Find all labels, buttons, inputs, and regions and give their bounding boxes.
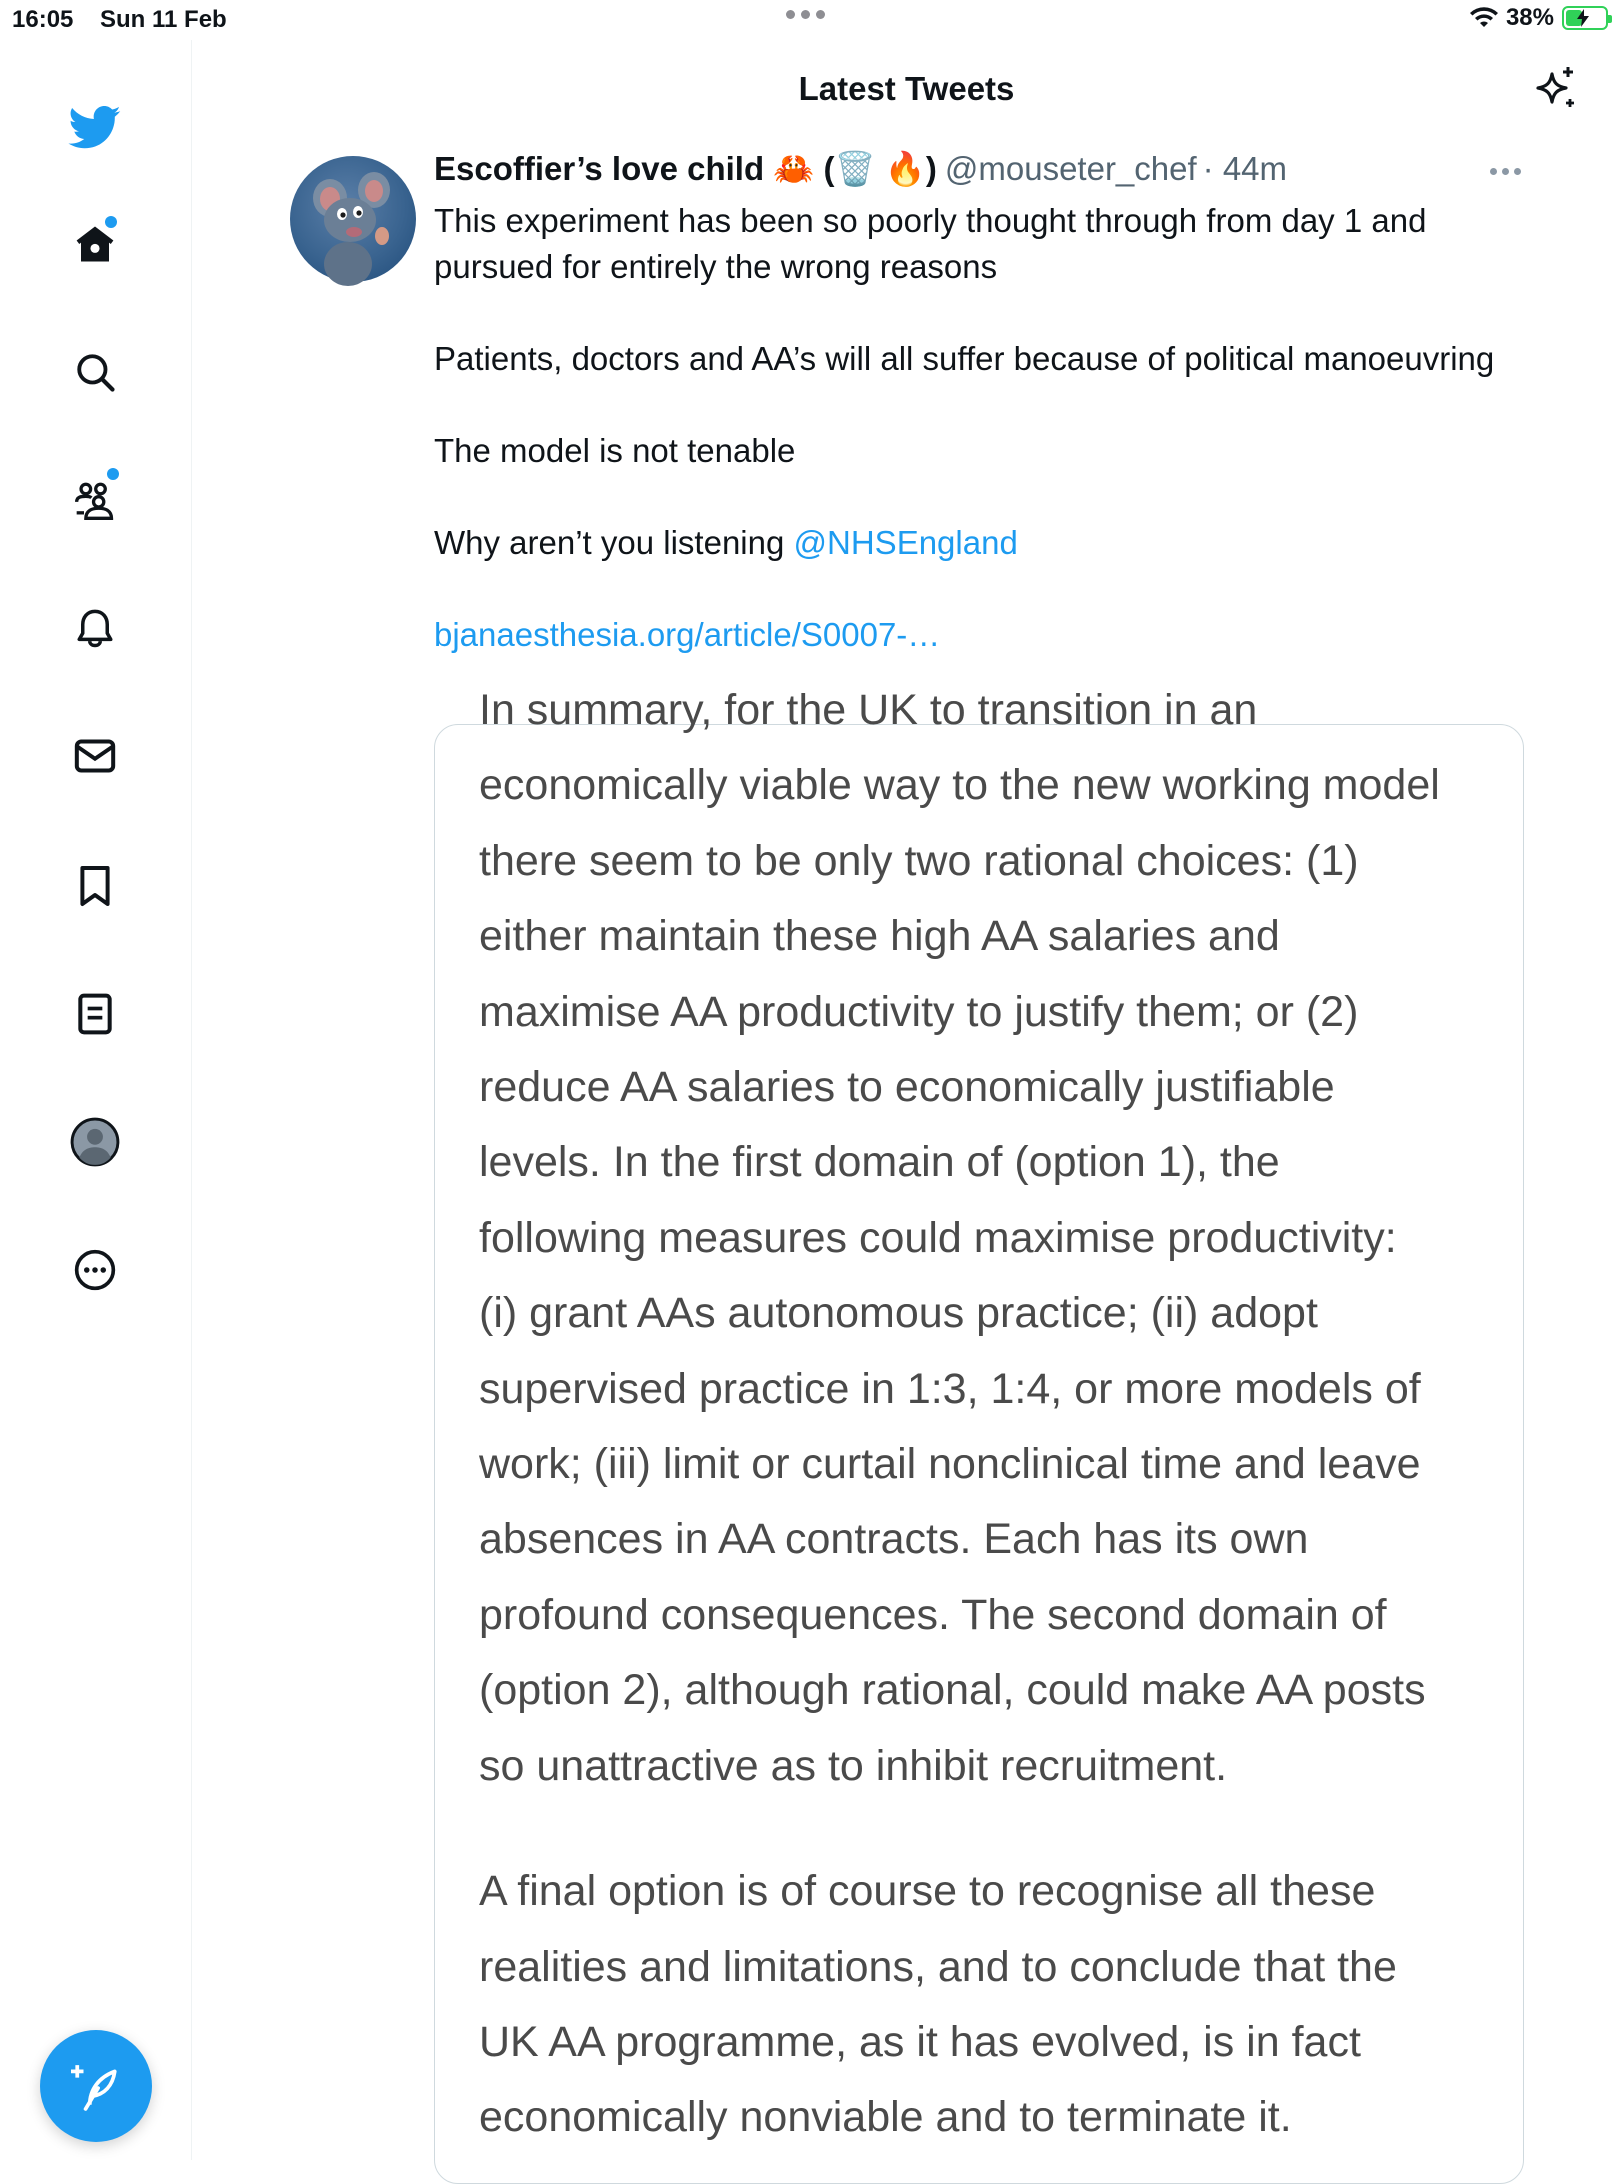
home-badge — [105, 216, 117, 228]
wifi-icon — [1470, 7, 1498, 29]
bell-icon — [74, 606, 116, 650]
sidebar-item-messages[interactable] — [55, 716, 135, 796]
tweet-paragraph: The model is not tenable — [434, 432, 796, 469]
status-indicators — [1470, 4, 1608, 32]
rat-chef-avatar-icon — [290, 156, 416, 282]
image-text-line: absences in AA contracts. Each has its own — [479, 1515, 1309, 1564]
status-time: 16:05 — [12, 6, 74, 33]
image-text-line: levels. In the first domain of (option 1), the — [479, 1138, 1280, 1187]
sidebar-item-more[interactable] — [55, 1230, 135, 1310]
sidebar — [0, 40, 192, 2160]
profile-icon — [70, 1117, 120, 1167]
tweet-text — [434, 198, 1514, 658]
twitter-bird-icon — [68, 106, 122, 150]
sidebar-item-notifications[interactable] — [55, 588, 135, 668]
image-text-line: profound consequences. The second domain of — [479, 1590, 1387, 1639]
compose-tweet-icon — [71, 2061, 121, 2111]
communities-badge — [107, 468, 119, 480]
image-text-line: following measures could maximise productivity: — [479, 1213, 1397, 1262]
search-icon — [74, 351, 116, 393]
image-text-line: A final option is of course to recognise all these — [479, 1867, 1376, 1916]
image-text-line: supervised practice in 1:3, 1:4, or more models of — [479, 1364, 1421, 1413]
image-text-line: realities and limitations, and to conclude that the — [479, 1942, 1397, 1991]
home-icon — [73, 223, 117, 265]
mail-icon — [73, 736, 117, 776]
image-text-line: economically nonviable and to terminate it. — [479, 2093, 1292, 2142]
image-text-line: In summary, for the UK to transition in an — [479, 686, 1258, 734]
tweet-header — [434, 150, 1287, 189]
sidebar-item-communities[interactable] — [55, 460, 135, 540]
timeline-header — [193, 40, 1620, 144]
status-bar — [0, 0, 1620, 40]
article-link[interactable]: bjanaesthesia.org/article/S0007-… — [434, 616, 941, 653]
tweet-handle[interactable]: @mouseter_chef — [944, 150, 1197, 187]
twitter-logo-button[interactable] — [55, 88, 135, 168]
image-text-line: reduce AA salaries to economically justifiable — [479, 1063, 1335, 1112]
tweet-paragraph: Patients, doctors and AA’s will all suffer because of political manoeuvring — [434, 340, 1495, 377]
image-text-line: either maintain these high AA salaries and — [479, 912, 1280, 961]
compose-tweet-button[interactable] — [40, 2030, 152, 2142]
multitasking-dots-icon[interactable] — [786, 10, 825, 19]
battery-icon — [1562, 6, 1608, 30]
sparkle-icon — [1532, 64, 1580, 112]
bookmark-icon — [77, 864, 113, 908]
tweet-mention-prefix: Why aren’t you listening — [434, 524, 794, 561]
communities-icon — [72, 478, 118, 522]
page-title: Latest Tweets — [798, 70, 1015, 107]
image-text-line: work; (iii) limit or curtail nonclinical time and leave — [479, 1440, 1421, 1489]
tweet-more-icon[interactable] — [1490, 168, 1521, 175]
tweet-paragraph: This experiment has been so poorly thought through from day 1 and pursued for entirely the wrong reasons — [434, 202, 1427, 285]
more-circle-icon — [73, 1248, 117, 1292]
battery-percent: 38% — [1505, 4, 1554, 31]
image-text-line: (i) grant AAs autonomous practice; (ii) adopt — [479, 1289, 1318, 1338]
sidebar-item-bookmarks[interactable] — [55, 846, 135, 926]
avatar[interactable] — [290, 156, 416, 282]
status-date: Sun 11 Feb — [100, 6, 227, 33]
tweet-paragraph — [434, 520, 1514, 566]
timeline-toggle-button[interactable] — [1532, 64, 1580, 117]
image-text-line: (option 2), although rational, could make AA posts — [479, 1666, 1426, 1715]
tweet-image-text — [479, 673, 1489, 2156]
tweet-timestamp: · 44m — [1202, 150, 1288, 187]
image-text-line: economically viable way to the new working model — [479, 761, 1440, 810]
image-text-line: maximise AA productivity to justify them; or (2) — [479, 987, 1359, 1036]
tweet-display-name[interactable]: Escoffier’s love child 🦀 (🗑️ 🔥) — [434, 150, 937, 187]
sidebar-item-home[interactable] — [55, 204, 135, 284]
sidebar-item-profile[interactable] — [55, 1102, 135, 1182]
sidebar-item-lists[interactable] — [55, 974, 135, 1054]
image-text-line: there seem to be only two rational choices: (1) — [479, 836, 1359, 885]
sidebar-item-explore[interactable] — [55, 332, 135, 412]
image-text-line: so unattractive as to inhibit recruitment. — [479, 1741, 1228, 1790]
tweet-image[interactable] — [434, 686, 1524, 2184]
mention-link[interactable]: @NHSEngland — [793, 524, 1018, 561]
lists-icon — [76, 992, 114, 1036]
image-text-line: UK AA programme, as it has evolved, is in fact — [479, 2017, 1361, 2066]
